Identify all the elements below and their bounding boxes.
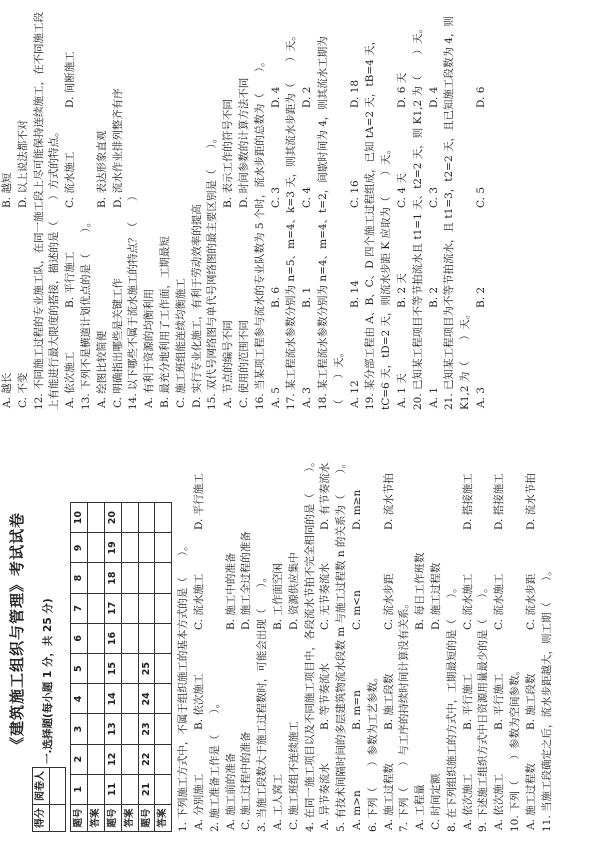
answer-option: D. 间断施工 <box>64 51 77 108</box>
question <box>284 10 316 410</box>
answer-option: B. 2 天 <box>395 273 408 308</box>
question-stem: 14. 以下哪些不属于流水施工的特点？（ ） <box>127 190 140 410</box>
question-number-cell: 7 <box>71 593 88 623</box>
answer-grid-number-row <box>71 503 88 832</box>
answer-row-label: 答案 <box>121 805 138 832</box>
question-number-cell: 22 <box>138 744 155 774</box>
option-line <box>474 10 490 410</box>
answer-option: C. 流水步距 <box>524 573 537 630</box>
question <box>363 10 410 410</box>
answer-grid-number-row <box>104 503 121 832</box>
answer-option: D. 施工全过程的准备 <box>240 531 253 630</box>
question <box>334 432 366 832</box>
answer-grid-number-row <box>138 503 155 832</box>
answer-option: B. 表达形象直观 <box>95 130 108 208</box>
question-number-cell <box>138 593 155 623</box>
answer-option: B. 越短 <box>1 172 13 208</box>
answer-option: B. 平行施工 <box>64 251 77 308</box>
option-line <box>111 10 127 410</box>
option-line <box>395 10 411 410</box>
question-stem: 15. 双代号网络图与单代号网络图的最主要区别是（ ）。 <box>206 132 219 410</box>
answer-cell[interactable] <box>155 684 172 714</box>
answer-cell[interactable] <box>121 563 138 593</box>
answer-option: B. 6 <box>269 286 282 308</box>
answer-option: B. 每日工作班数 <box>414 552 427 630</box>
right-question-list <box>0 10 490 410</box>
answer-cell[interactable] <box>155 714 172 744</box>
question-number-cell: 14 <box>104 684 121 714</box>
question-number-cell: 20 <box>104 503 121 533</box>
question-number-cell: 24 <box>138 684 155 714</box>
answer-cell[interactable] <box>88 654 105 684</box>
answer-option: A. 依次施工 <box>64 351 77 408</box>
question-number-cell: 19 <box>104 533 121 563</box>
option-line <box>142 10 158 410</box>
option-line <box>224 432 240 832</box>
answer-option: C. 使用的范围不同 <box>237 320 250 408</box>
answer-option: A. 依次施工 <box>493 773 506 830</box>
question-stem: 9. 下述施工组织方式中日资源用量最少的是（ ）。 <box>477 582 490 832</box>
answer-option: A. 绘图比较简便 <box>95 330 108 408</box>
question-number-cell: 23 <box>138 714 155 744</box>
answer-option: D. 流水作业排列整齐有序 <box>111 88 124 208</box>
answer-cell[interactable] <box>88 744 105 774</box>
option-line <box>413 432 429 832</box>
answer-option: D. 2 <box>301 86 314 108</box>
answer-option: C. 时间定额 <box>429 773 442 830</box>
answer-option: A. 节点的编号不同 <box>222 320 235 408</box>
question <box>303 432 335 832</box>
answer-cell[interactable] <box>88 563 105 593</box>
answer-grid-answer-row <box>88 503 105 832</box>
answer-option: D. 实行专业化施工，有利于劳动效率的提高 <box>190 204 203 408</box>
number-row-label: 题号 <box>104 805 121 832</box>
answer-cell[interactable] <box>121 684 138 714</box>
answer-option: B. 1 <box>301 286 314 308</box>
answer-option: A. 3 <box>474 387 487 408</box>
question-stem: 5. 有技术间隔时间的多层建筑物流水段数 m 与施工过程数 n 的关系为（ ）。 <box>335 457 348 832</box>
question-stem: 2. 施工准备工作是（ ）。 <box>208 697 221 832</box>
question-number-cell <box>138 563 155 593</box>
answer-cell[interactable] <box>155 623 172 653</box>
question <box>445 432 477 832</box>
question <box>366 432 398 832</box>
question-number-cell: 10 <box>71 503 88 533</box>
question <box>411 10 443 410</box>
answer-option: D. 流水节拍 <box>382 473 395 530</box>
option-line <box>348 10 364 410</box>
answer-cell[interactable] <box>121 774 138 804</box>
question-stem: 21. 已知某工程项目为不等节拍流水，且 t1=3，t2=2 天，且已知施工段数为 4，则 K1,2 为（ ）天。 <box>443 16 472 410</box>
answer-option: B. 表示工作的符号不同 <box>222 99 235 208</box>
option-line <box>95 10 111 410</box>
exam-title: 《建筑施工组织与管理》考试试卷 <box>8 512 26 753</box>
question-number-cell: 13 <box>104 714 121 744</box>
answer-grid-answer-row <box>121 503 138 832</box>
question-number-cell: 21 <box>138 774 155 804</box>
option-line <box>524 432 540 832</box>
question <box>397 432 444 832</box>
answer-cell[interactable] <box>121 744 138 774</box>
answer-option: A. 施工过程数 <box>524 763 537 830</box>
question-number-cell: 5 <box>71 654 88 684</box>
answer-option: C. 4 天 <box>395 173 408 208</box>
option-line <box>492 432 508 832</box>
question-stem: 10. 下列（ ）参数为空间参数。 <box>508 664 521 832</box>
option-line <box>382 432 398 832</box>
answer-cell[interactable] <box>155 774 172 804</box>
option-line <box>461 432 477 832</box>
option-line <box>287 432 303 832</box>
answer-option: B. 依次施工 <box>192 673 205 730</box>
answer-option: B. m=n <box>350 690 363 730</box>
answer-option: D. 6 <box>474 86 487 108</box>
answer-option: A. m>n <box>350 790 363 830</box>
left-column <box>0 432 555 832</box>
question-stem: 16. 当某项工程参与流水的专业队数为 5 个时，流水步距的总数为（ ）。 <box>253 56 266 410</box>
answer-option: A. 异节奏流水 <box>319 763 332 830</box>
option-line <box>0 10 16 410</box>
answer-option: D. 4 <box>269 86 282 108</box>
answer-option: A. 5 <box>269 387 282 408</box>
option-line <box>174 10 190 410</box>
question-number-cell: 8 <box>71 563 88 593</box>
answer-option: C. 流水施工 <box>493 573 506 630</box>
answer-option: C. 施工过程中的准备 <box>240 731 253 830</box>
answer-grid <box>70 502 172 832</box>
question-stem: 6. 下列（ ）参数为工艺参数。 <box>366 671 379 832</box>
question-number-cell: 18 <box>104 563 121 593</box>
option-line <box>271 432 287 832</box>
question <box>79 10 126 410</box>
question <box>255 432 302 832</box>
question-number-cell: 12 <box>104 744 121 774</box>
question-number-cell: 6 <box>71 623 88 653</box>
question-stem: 13. 下列不是横道计划优点的是（ ）。 <box>79 216 92 410</box>
question <box>253 10 285 410</box>
answer-option: A. 1 天 <box>395 373 408 408</box>
answer-option: B. 平行施工 <box>461 673 474 730</box>
question-stem: 7. 下列（ ）与工序的持续时间计算没有关系。 <box>398 598 411 832</box>
left-question-list <box>176 432 555 832</box>
answer-option: B. 2 <box>474 286 487 308</box>
answer-option: B. 施工段数 <box>524 673 537 730</box>
answer-cell[interactable] <box>88 684 105 714</box>
answer-option: B. 2 <box>427 286 440 308</box>
question-stem: 18. 某工程流水参数分别为 n=4、m=4、t=2，间歇时间为 4，则其流水工期为（ ）天。 <box>316 36 345 410</box>
answer-option: D. 6 天 <box>395 72 408 108</box>
option-line <box>190 10 206 410</box>
score-cell <box>49 805 66 832</box>
section-heading: 一.选择题(每小题 1 分，共 25 分) <box>42 598 55 764</box>
answer-option: D. 以上说法都不对 <box>16 119 29 208</box>
answer-option: A. 12 <box>348 380 361 408</box>
answer-option: D. 流水节拍 <box>524 473 537 530</box>
answer-option: B. 最充分地利用了工作面，工期最短 <box>158 236 171 408</box>
answer-cell[interactable] <box>155 563 172 593</box>
answer-cell[interactable] <box>121 623 138 653</box>
answer-option: C. m<n <box>350 590 363 630</box>
answer-cell[interactable] <box>155 744 172 774</box>
answer-option: C. 3 <box>269 186 282 208</box>
answer-cell[interactable] <box>121 503 138 533</box>
question-number-cell: 16 <box>104 623 121 653</box>
question-number-cell: 9 <box>71 533 88 563</box>
answer-option: D. m≥n <box>350 489 363 530</box>
question-stem: 1. 下列施工方式中，不属于组织施工的基本方式的是（ ）。 <box>177 540 190 832</box>
answer-option: C. 流水施工 <box>192 573 205 630</box>
answer-option: A. 依次施工 <box>461 773 474 830</box>
question-number-cell: 11 <box>104 774 121 804</box>
option-line <box>269 10 285 410</box>
answer-option: A. 1 <box>427 387 440 408</box>
question-number-cell <box>138 503 155 533</box>
question <box>540 432 556 832</box>
score-box <box>32 595 67 832</box>
answer-option: A. 工程量 <box>414 784 427 830</box>
answer-cell[interactable] <box>88 533 105 563</box>
question-stem: 19. 某分部工程由 A、B、C、D 四个施工过程组成，已知 tA=2 天，tB=4 天，tC=6 天，tD=2 天，则流水步距 K 应取为（ ）天。 <box>364 34 393 410</box>
answer-option: C. 明确指出哪些是关键工作 <box>111 278 124 408</box>
option-line <box>427 10 443 410</box>
answer-option: D. 资源供应集中 <box>287 552 300 630</box>
answer-option: C. 施工班组不连续施工 <box>287 721 300 830</box>
number-row-label: 题号 <box>138 805 155 832</box>
answer-cell[interactable] <box>88 714 105 744</box>
answer-option: A. 3 <box>301 387 314 408</box>
answer-option: C. 无节奏流水 <box>319 563 332 630</box>
answer-option: D. 18 <box>348 79 361 108</box>
answer-row-label: 答案 <box>88 805 105 832</box>
question-number-cell: 17 <box>104 593 121 623</box>
answer-option: D. 时间参数的计算方法不同 <box>237 77 250 208</box>
question-stem: 4. 在同一施工项目以及不同施工项目中，各段流水节拍不完全相同的是（ ）。 <box>303 456 316 832</box>
answer-option: C. 流水施工 <box>461 573 474 630</box>
question-number-cell <box>138 623 155 653</box>
answer-cell[interactable] <box>121 654 138 684</box>
question <box>32 10 79 410</box>
answer-option: C. 施工班组能连续均衡施工 <box>174 278 187 408</box>
answer-option: C. 5 <box>474 186 487 208</box>
option-line <box>221 10 237 410</box>
answer-cell[interactable] <box>121 593 138 623</box>
answer-option: B. 施工中的准备 <box>224 552 237 630</box>
answer-option: D. 有节奏流水 <box>319 462 332 530</box>
reviewer-cell <box>49 768 66 805</box>
question-number-cell: 2 <box>71 744 88 774</box>
answer-option: A. 分别施工 <box>192 773 205 830</box>
question-stem: 11. 当施工段确定之后，流水步距越大，则工期（ ）。 <box>540 565 553 832</box>
answer-option: B. 等节奏流水 <box>319 663 332 730</box>
answer-option: C. 16 <box>348 180 361 208</box>
option-line <box>350 432 366 832</box>
answer-option: D. 搭接施工 <box>461 473 474 530</box>
answer-cell[interactable] <box>155 593 172 623</box>
answer-option: C. 3 <box>427 186 440 208</box>
option-line <box>300 10 316 410</box>
question-number-cell <box>138 533 155 563</box>
question-stem: 3. 当施工段数大于施工过程数时，可能会出现（ ）。 <box>256 571 269 832</box>
question <box>316 10 363 410</box>
answer-option: D. 搭接施工 <box>493 473 506 530</box>
answer-option: B. 14 <box>348 280 361 308</box>
question <box>476 432 508 832</box>
answer-option: C. 4 <box>301 186 314 208</box>
answer-option: A. 施工过程数 <box>382 763 395 830</box>
question-number-cell: 4 <box>71 684 88 714</box>
answer-cell[interactable] <box>88 623 105 653</box>
option-line <box>16 10 32 410</box>
option-line <box>239 432 255 832</box>
question <box>176 432 208 832</box>
answer-cell[interactable] <box>121 714 138 744</box>
answer-option: C. 流水施工 <box>64 151 77 208</box>
answer-option: C. 流水步距 <box>382 573 395 630</box>
question-number-cell: 25 <box>138 654 155 684</box>
answer-option: B. 工作面空闲 <box>271 563 284 630</box>
question-number-cell: 15 <box>104 654 121 684</box>
question-stem: 12. 不同施工过程的专业施工队，在同一施工段上尽可能保持连续施工，在不同施工段上有能进行最大限度的搭接，描述的是（ ）方式的特点。 <box>32 11 61 410</box>
question-stem: 17. 某工程流水参数分别为 n=5、m=4、k=3 天，则其流水步距为（ ）天。 <box>285 30 298 410</box>
option-line <box>429 432 445 832</box>
answer-option: C. 不变 <box>16 372 29 408</box>
question <box>0 10 32 410</box>
answer-option: A. 越长 <box>1 372 13 408</box>
option-line <box>63 10 79 410</box>
answer-cell[interactable] <box>88 774 105 804</box>
answer-cell[interactable] <box>121 533 138 563</box>
answer-cell[interactable] <box>88 503 105 533</box>
answer-option: A. 工人窝工 <box>271 773 284 830</box>
question <box>508 432 540 832</box>
question <box>205 10 252 410</box>
answer-option: B. 平行施工 <box>493 673 506 730</box>
number-row-label: 题号 <box>71 805 88 832</box>
question-stem: 20. 已知某工程项目不等节拍流水且 t1=1 天、t2=2 天，则 K1,2 为（ ）天。 <box>411 22 424 410</box>
reviewer-label: 阅卷人 <box>32 768 49 805</box>
answer-option: D. 4 <box>427 86 440 108</box>
option-line <box>158 10 174 410</box>
question <box>442 10 489 410</box>
answer-cell[interactable] <box>155 533 172 563</box>
option-line <box>192 432 208 832</box>
score-label: 得分 <box>32 805 49 832</box>
question-number-cell: 3 <box>71 714 88 744</box>
answer-option: D. 施工过程数 <box>429 562 442 630</box>
question-stem: 8. 在下列组织施工的方式中，工期最短的是（ ）。 <box>445 582 458 832</box>
answer-option: B. 施工段数 <box>382 673 395 730</box>
answer-option: A. 施工前的准备 <box>224 752 237 830</box>
question <box>126 10 205 410</box>
answer-cell[interactable] <box>88 593 105 623</box>
answer-row-label: 答案 <box>155 805 172 832</box>
answer-grid-answer-row <box>155 503 172 832</box>
answer-cell[interactable] <box>155 503 172 533</box>
answer-option: A. 有利于资源的均衡利用 <box>143 288 156 408</box>
question-number-cell: 1 <box>71 774 88 804</box>
option-line <box>318 432 334 832</box>
answer-cell[interactable] <box>155 654 172 684</box>
answer-option: D. 平行施工 <box>192 473 205 530</box>
option-line <box>237 10 253 410</box>
question <box>208 432 255 832</box>
right-column <box>0 10 490 410</box>
